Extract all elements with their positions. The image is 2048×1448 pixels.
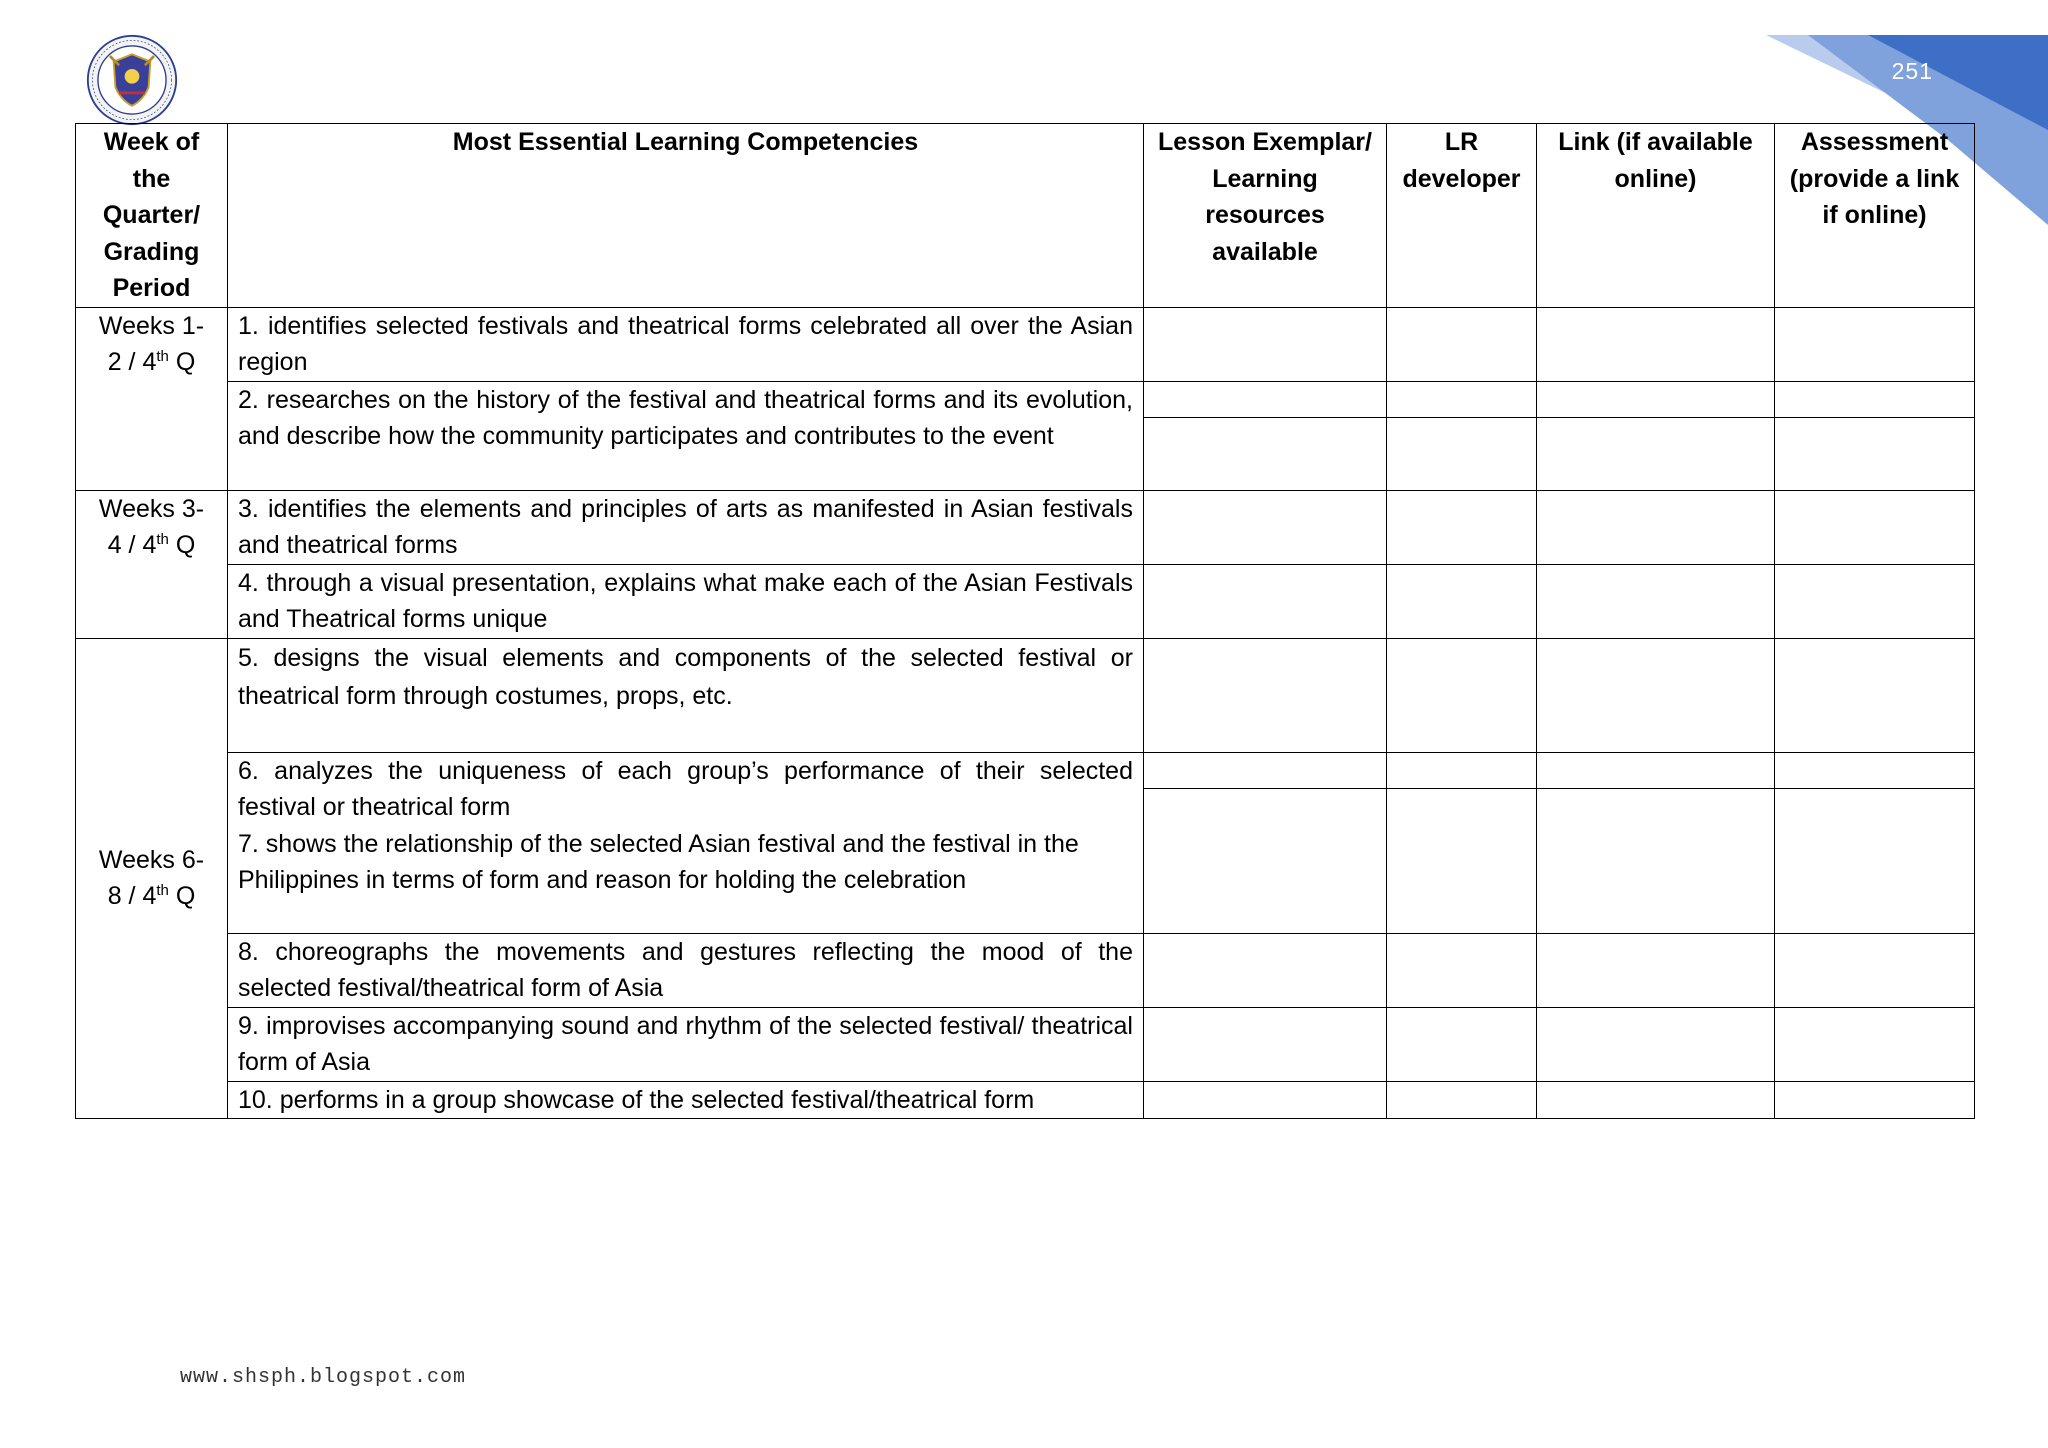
table-row [76, 1007, 1975, 1081]
competency-cell: 9. improvises accompanying sound and rhythm of the selected festival/ theatrical form of Asia [228, 1007, 1144, 1081]
table-row [76, 752, 1975, 788]
week-cell: Weeks 1- 2 / 4th Q [76, 307, 228, 490]
empty-cell [1775, 381, 1975, 417]
empty-cell [1387, 752, 1537, 788]
deped-seal-logo [86, 34, 178, 126]
table-row [76, 1081, 1975, 1119]
empty-cell [1144, 788, 1387, 933]
empty-cell [1144, 564, 1387, 638]
competency-cell: 5. designs the visual elements and components of the selected festival or theatrical form through costumes, props, etc. [228, 638, 1144, 752]
competency-cell: 3. identifies the elements and principles of arts as manifested in Asian festivals and theatrical forms [228, 490, 1144, 564]
footer-url[interactable]: www.shsph.blogspot.com [180, 1366, 467, 1389]
empty-cell [1144, 1007, 1387, 1081]
empty-cell [1537, 490, 1775, 564]
empty-cell [1775, 1081, 1975, 1119]
table-row [76, 933, 1975, 1007]
empty-cell [1387, 788, 1537, 933]
competency-cell: 8. choreographs the movements and gestures reflecting the mood of the selected festival/theatrical form of Asia [228, 933, 1144, 1007]
empty-cell [1387, 564, 1537, 638]
week-cell: Weeks 6- 8 / 4th Q [76, 638, 228, 1119]
empty-cell [1537, 307, 1775, 381]
empty-cell [1144, 490, 1387, 564]
header-link: Link (if available online) [1537, 124, 1775, 308]
empty-cell [1775, 933, 1975, 1007]
empty-cell [1775, 564, 1975, 638]
empty-cell [1537, 564, 1775, 638]
header-lesson-exemplar: Lesson Exemplar/ Learning resources available [1144, 124, 1387, 308]
empty-cell [1775, 638, 1975, 752]
table-row [76, 490, 1975, 564]
empty-cell [1775, 417, 1975, 490]
empty-cell [1387, 1081, 1537, 1119]
table-row [76, 564, 1975, 638]
empty-cell [1775, 307, 1975, 381]
empty-cell [1144, 381, 1387, 417]
empty-cell [1387, 381, 1537, 417]
empty-cell [1775, 1007, 1975, 1081]
empty-cell [1775, 490, 1975, 564]
empty-cell [1537, 1081, 1775, 1119]
competency-cell: 4. through a visual presentation, explains what make each of the Asian Festivals and Theatrical forms unique [228, 564, 1144, 638]
empty-cell [1387, 638, 1537, 752]
empty-cell [1537, 638, 1775, 752]
header-week: Week of the Quarter/ Grading Period [76, 124, 228, 308]
empty-cell [1144, 307, 1387, 381]
empty-cell [1144, 752, 1387, 788]
empty-cell [1775, 788, 1975, 933]
empty-cell [1537, 752, 1775, 788]
competency-cell: 10. performs in a group showcase of the selected festival/theatrical form [228, 1081, 1144, 1119]
table-row [76, 638, 1975, 752]
empty-cell [1537, 788, 1775, 933]
competency-cell [228, 752, 1144, 933]
empty-cell [1387, 490, 1537, 564]
empty-cell [1387, 307, 1537, 381]
empty-cell [1775, 752, 1975, 788]
competency-cell: 1. identifies selected festivals and theatrical forms celebrated all over the Asian region [228, 307, 1144, 381]
header-competencies: Most Essential Learning Competencies [228, 124, 1144, 308]
competencies-table [75, 123, 1975, 1119]
empty-cell [1387, 1007, 1537, 1081]
competency-text: 6. analyzes the uniqueness of each group’s performance of their selected festival or theatrical form [238, 756, 1133, 821]
empty-cell [1537, 1007, 1775, 1081]
header-lr-developer: LR developer [1387, 124, 1537, 308]
empty-cell [1387, 933, 1537, 1007]
week-cell: Weeks 3- 4 / 4th Q [76, 490, 228, 638]
page-number: 251 [1891, 58, 1933, 84]
empty-cell [1537, 417, 1775, 490]
empty-cell [1537, 933, 1775, 1007]
competency-cell: 2. researches on the history of the festival and theatrical forms and its evolution, and describe how the community participates and contributes to the event [228, 381, 1144, 490]
empty-cell [1387, 417, 1537, 490]
header-assessment: Assessment (provide a link if online) [1775, 124, 1975, 308]
empty-cell [1144, 933, 1387, 1007]
header-row [76, 124, 1975, 308]
empty-cell [1537, 381, 1775, 417]
empty-cell [1144, 1081, 1387, 1119]
table-row [76, 381, 1975, 417]
table-row [76, 307, 1975, 381]
empty-cell [1144, 638, 1387, 752]
empty-cell [1144, 417, 1387, 490]
competency-text: 7. shows the relationship of the selected Asian festival and the festival in the Philippines in terms of form and reason for holding the celebration [238, 829, 1079, 894]
